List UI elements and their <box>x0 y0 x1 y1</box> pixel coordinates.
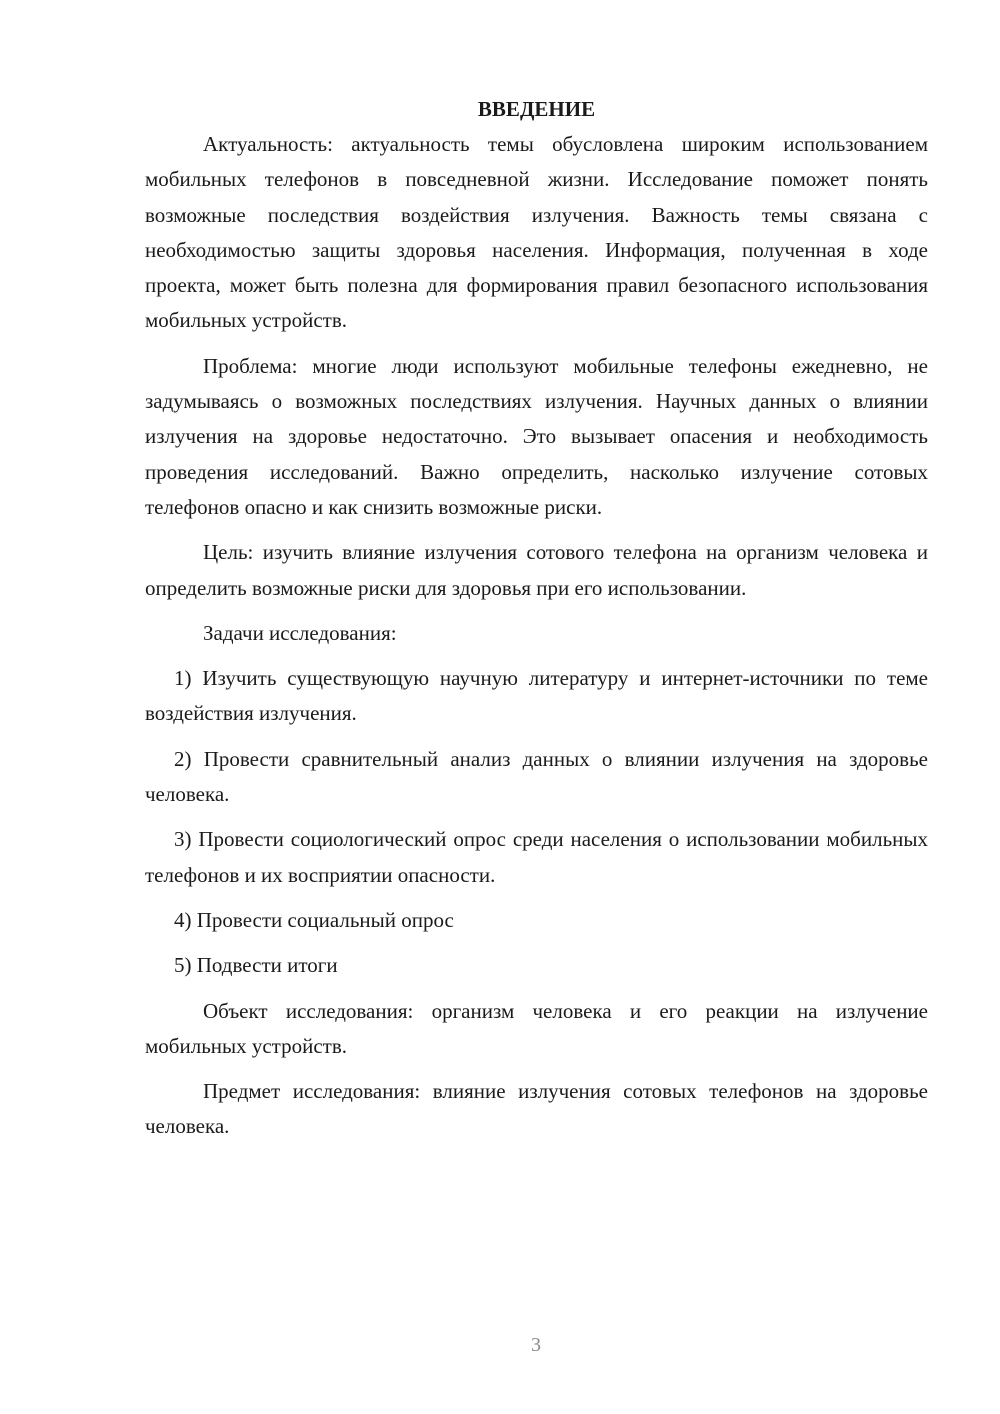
page-number: 3 <box>531 1334 541 1356</box>
goal-paragraph: Цель: изучить влияние излучения сотового телефона на организм человека и определить возможные риски для здоровья при его использовании. <box>145 540 928 600</box>
task-item-4: 4) Провести социальный опрос <box>174 907 454 932</box>
relevance-paragraph: Актуальность: актуальность темы обусловлена широким использованием мобильных телефонов в повседневной жизни. Исследование поможет понять возможные последствия воздействия излучения. Важность темы связана с необходимостью защиты здоровья населения. Информация, полученная в ходе проекта, может быть полезна для формирования правил безопасного использования мобильных устройств. <box>145 132 928 333</box>
task-item-5: 5) Подвести итоги <box>174 953 338 978</box>
subject-paragraph: Предмет исследования: влияние излучения сотовых телефонов на здоровье человека. <box>145 1079 928 1139</box>
task-item-1: 1) Изучить существующую научную литературу и интернет-источники по теме воздействия излучения. <box>145 666 928 726</box>
page-content <box>145 92 928 1155</box>
problem-paragraph: Проблема: многие люди используют мобильные телефоны ежедневно, не задумываясь о возможных последствиях излучения. Научных данных о влиянии излучения на здоровье недостаточно. Это вызывает опасения и необходимость проведения исследований. Важно определить, насколько излучение сотовых телефонов опасно и как снизить возможные риски. <box>145 353 928 519</box>
object-paragraph: Объект исследования: организм человека и его реакции на излучение мобильных устройств. <box>145 998 928 1058</box>
tasks-heading: Задачи исследования: <box>203 620 397 645</box>
task-item-2: 2) Провести сравнительный анализ данных о влиянии излучения на здоровье человека. <box>145 746 928 807</box>
task-item-3: 3) Провести социологический опрос среди населения о использовании мобильных телефонов и их восприятии опасности. <box>145 827 928 887</box>
page-title: ВВЕДЕНИЕ <box>477 97 596 121</box>
